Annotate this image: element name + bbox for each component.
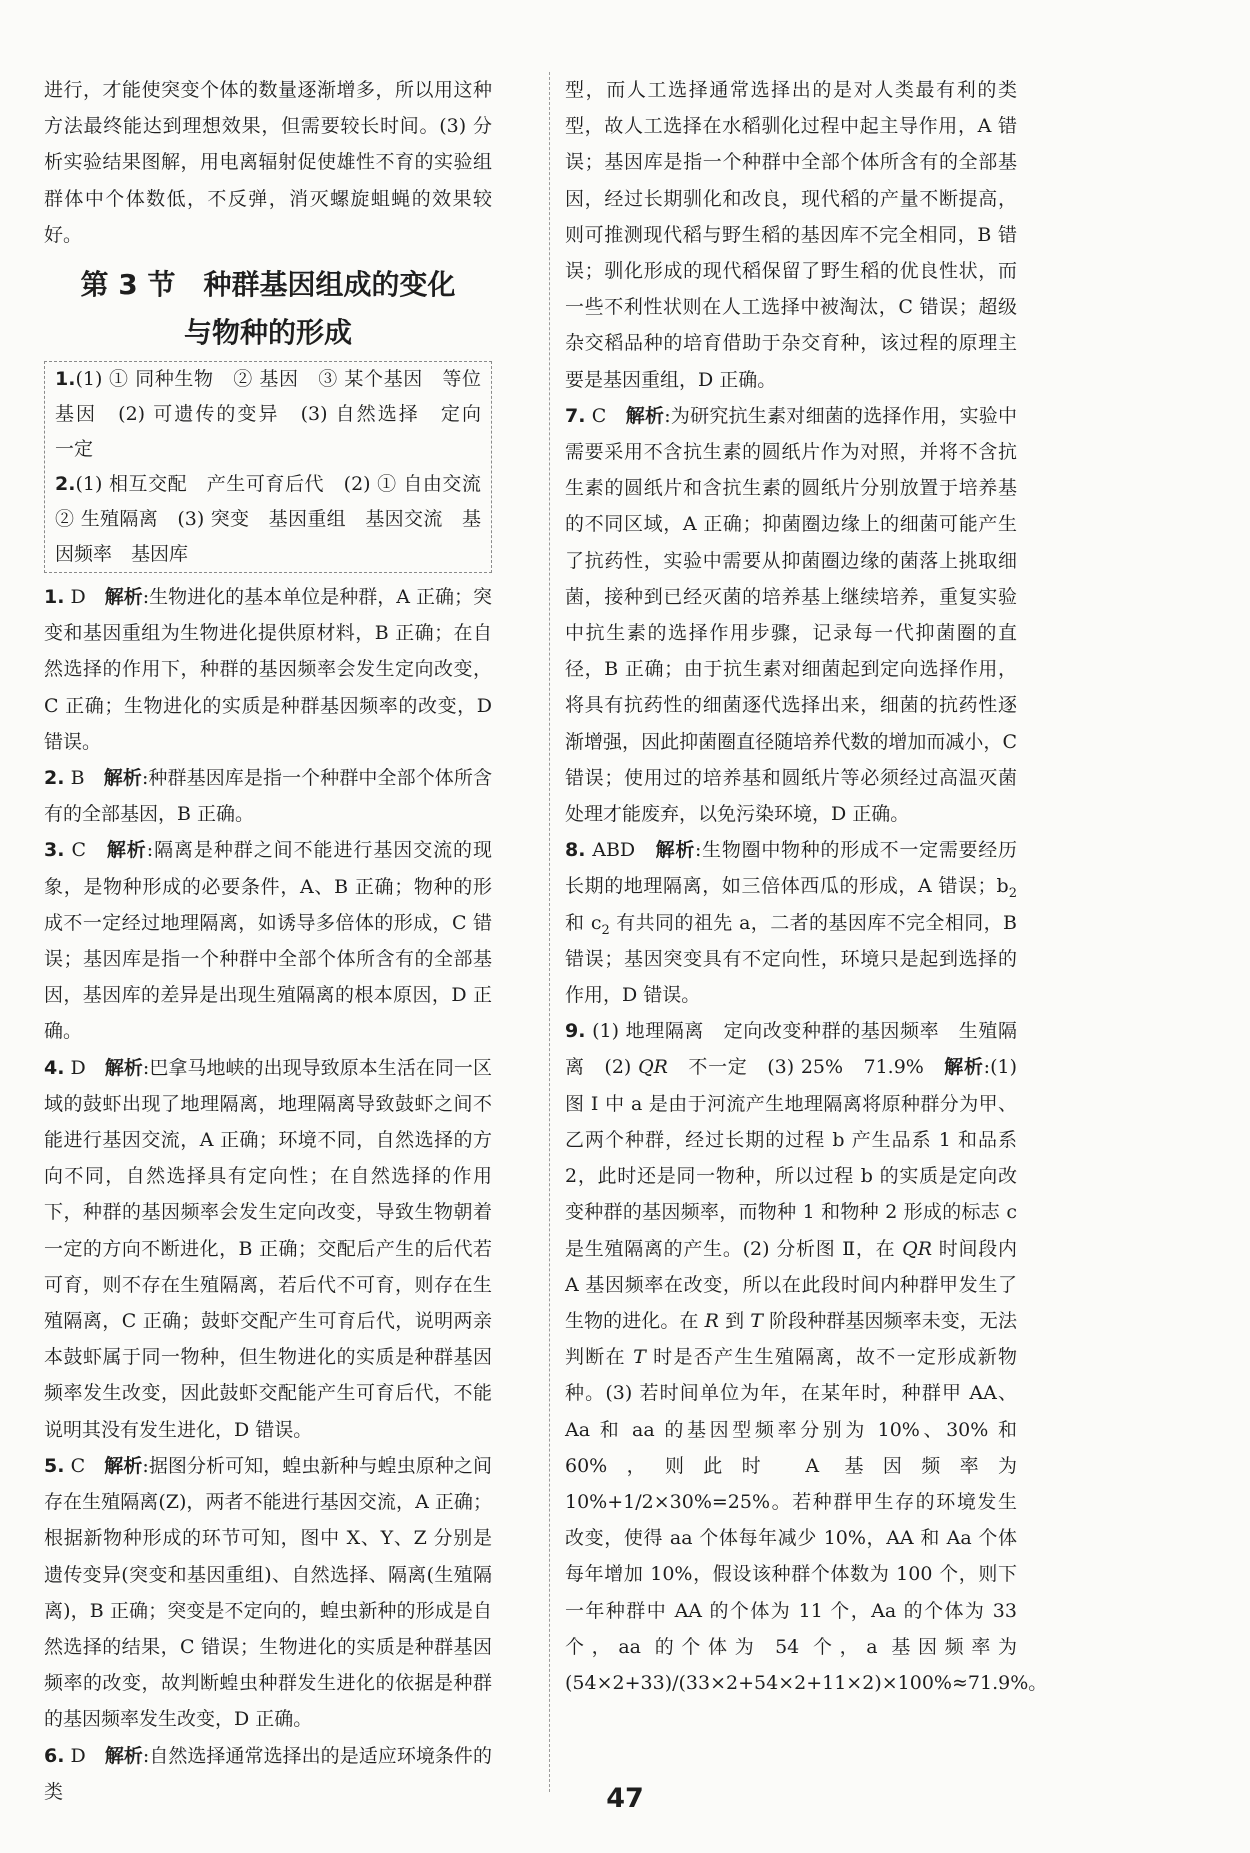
analysis-label: 解析: [625, 404, 665, 427]
answer-item-8: [565, 832, 1017, 1013]
analysis-text: :(1) 图 Ⅰ 中 a 是由于河流产生地理隔离将原种群分为甲、乙两个种群，经过长期的过程 b 产生品系 1 和品系 2，此时还是同一物种，所以过程 b 的实质是定向改变种群的基因频率，而物种 1 和物种 2 形成的标志 c 是生殖隔离的产生。(2) 分析图 Ⅱ，在 QR 时间段内 A 基因频率在改变，所以在此段时间内种群甲发生了生物的进化。在 R 到 T 阶段种群基因频率未变，无法判断在 T 时是否产生生殖隔离，故不一定形成新物种。(3) 若时间单位为年，在某年时，种群甲 AA、Aa 和 aa 的基因型频率分别为 10%、30% 和 60%，则此时 A 基因频率为 10%+1/2×30%=25%。若种群甲生存的环境发生改变，使得 aa 个体每年减少 10%，AA 和 Aa 个体每年增加 10%，假设该种群个体数为 100 个，则下一年种群中 AA 的个体为 11 个，Aa 的个体为 33 个，aa 的个体为 54 个，a 基因频率为(54×2+33)/(33×2+54×2+11×2)×100%≈71.9%。: [565, 1056, 1048, 1694]
item-answer: (1) 地理隔离 定向改变种群的基因频率 生殖隔离 (2) QR 不一定 (3) 25% 71.9%: [565, 1020, 1017, 1079]
analysis-label: 解析: [104, 1454, 143, 1477]
item-answer: ABD: [592, 839, 636, 862]
analysis-label: 解析: [104, 1056, 143, 1079]
item-number: 3.: [44, 839, 65, 862]
fill-in-answer-box: [44, 361, 501, 573]
section-title-line-2: 与物种的形成: [183, 316, 352, 350]
item-answer: D: [70, 1744, 86, 1767]
answer-item-1: [44, 579, 492, 760]
item-number: 8.: [565, 839, 586, 862]
section-title-line-1: 第 3 节 种群基因组成的变化: [80, 268, 456, 302]
analysis-text: :据图分析可知，蝗虫新种与蝗虫原种之间存在生殖隔离(Z)，两者不能进行基因交流，A 正确；根据新物种形成的环节可知，图中 X、Y、Z 分别是遗传变异(突变和基因重组)、自然选择、隔离(生殖隔离)，B 正确；突变是不定向的，蝗虫新种的形成是自然选择的结果，C 错误；生物进化的实质是种群基因频率的改变，故判断蝗虫种群发生进化的依据是种群的基因频率发生改变，D 正确。: [44, 1454, 492, 1731]
answer-item-2: [44, 760, 492, 832]
answer-item-6-continued: 型，而人工选择通常选择出的是对人类最有利的类型，故人工选择在水稻驯化过程中起主导作用，A 错误；基因库是指一个种群中全部个体所含有的全部基因，经过长期驯化和改良，现代稻的产量不断提高，则可推测现代稻与野生稻的基因库不完全相同，B 错误；驯化形成的现代稻保留了野生稻的优良性状，而一些不利性状则在人工选择中被淘汰，C 错误；超级杂交稻品种的培育借助于杂交育种，该过程的原理主要是基因重组，D 正确。: [565, 79, 1017, 391]
item-answer: B: [70, 767, 85, 790]
page-number: 47: [606, 1783, 644, 1814]
item-number: 5.: [44, 1454, 65, 1477]
item-number: 2.: [44, 767, 65, 790]
analysis-label: 解析: [103, 767, 142, 790]
item-answer: D: [70, 1056, 86, 1079]
item-answer: D: [70, 586, 86, 609]
analysis-label: 解析: [106, 839, 147, 862]
answer-item-9: [565, 1013, 1048, 1701]
analysis-text: :自然选择通常选择出的是适应环境条件的类: [44, 1744, 492, 1803]
item-number: 6.: [44, 1744, 65, 1767]
item-answer: C: [70, 1454, 86, 1477]
answer-item-3: [44, 832, 492, 1049]
analysis-text: :生物进化的基本单位是种群，A 正确；突变和基因重组为生物进化提供原材料，B 正确；在自然选择的作用下，种群的基因频率会发生定向改变，C 正确；生物进化的实质是种群基因频率的改变，D 错误。: [44, 586, 492, 753]
box-item-2: 2.(1) 相互交配 产生可育后代 (2) ① 自由交流 ② 生殖隔离 (3) 突变 基因重组 基因交流 基因频率 基因库: [55, 473, 501, 566]
item-answer: C: [71, 839, 86, 862]
analysis-label: 解析: [655, 839, 696, 862]
section-title: [44, 261, 492, 357]
item-number: 4.: [44, 1056, 65, 1079]
analysis-label: 解析: [104, 1744, 143, 1767]
analysis-label: 解析: [104, 586, 143, 609]
item-number: 1.: [44, 586, 65, 609]
analysis-text: :种群基因库是指一个种群中全部个体所含有的全部基因，B 正确。: [44, 767, 492, 826]
continued-paragraph: 进行，才能使突变个体的数量逐渐增多，所以用这种方法最终能达到理想效果，但需要较长时间。(3) 分析实验结果图解，用电离辐射促使雄性不育的实验组群体中个体数低，不反弹，消灭螺旋蛆蝇的效果较好。: [44, 79, 492, 246]
box-item-1: 1.(1) ① 同种生物 ② 基因 ③ 某个基因 等位基因 (2) 可遗传的变异 (3) 自然选择 定向 一定: [55, 368, 501, 461]
analysis-text: :生物圈中物种的形成不一定需要经历长期的地理隔离，如三倍体西瓜的形成，A 错误；$b_2$ 和 $c_2$ 有共同的祖先 a，二者的基因库不完全相同，B 错误；基因突变具有不定向性，环境只是起到选择的作用，D 错误。: [565, 839, 1018, 1007]
item-number: 9.: [565, 1020, 586, 1043]
answer-item-7: [565, 398, 1017, 832]
item-answer: C: [591, 404, 607, 427]
answer-item-5: [44, 1448, 492, 1738]
answer-item-4: [44, 1050, 492, 1448]
analysis-text: :隔离是种群之间不能进行基因交流的现象，是物种形成的必要条件，A、B 正确；物种的形成不一定经过地理隔离，如诱导多倍体的形成，C 错误；基因库是指一个种群中全部个体所含有的全部基因，基因库的差异是出现生殖隔离的根本原因，D 正确。: [44, 839, 492, 1043]
analysis-label: 解析: [944, 1056, 984, 1079]
right-column: [565, 72, 1048, 1701]
left-column: [44, 72, 501, 1810]
item-number: 7.: [565, 404, 586, 427]
column-divider: [549, 72, 550, 1792]
analysis-text: :为研究抗生素对细菌的选择作用，实验中需要采用不含抗生素的圆纸片作为对照，并将不含抗生素的圆纸片和含抗生素的圆纸片分别放置于培养基的不同区域，A 正确；抑菌圈边缘上的细菌可能产生了抗药性，实验中需要从抑菌圈边缘的菌落上挑取细菌，接种到已经灭菌的培养基上继续培养，重复实验中抗生素的选择作用步骤，记录每一代抑菌圈的直径，B 正确；由于抗生素对细菌起到定向选择作用，将具有抗药性的细菌逐代选择出来，细菌的抗药性逐渐增强，因此抑菌圈直径随培养代数的增加而减小，C 错误；使用过的培养基和圆纸片等必须经过高温灭菌处理才能废弃，以免污染环境，D 正确。: [565, 404, 1017, 826]
analysis-text: :巴拿马地峡的出现导致原本生活在同一区域的鼓虾出现了地理隔离，地理隔离导致鼓虾之间不能进行基因交流，A 正确；环境不同，自然选择的方向不同，自然选择具有定向性；在自然选择的作用下，种群的基因频率会发生定向改变，导致生物朝着一定的方向不断进化，B 正确；交配后产生的后代若可育，则不存在生殖隔离，若后代不可育，则存在生殖隔离，C 正确；鼓虾交配产生可育后代，说明两亲本鼓虾属于同一物种，但生物进化的实质是种群基因频率发生改变，因此鼓虾交配能产生可育后代，不能说明其没有发生进化，D 错误。: [44, 1056, 492, 1441]
